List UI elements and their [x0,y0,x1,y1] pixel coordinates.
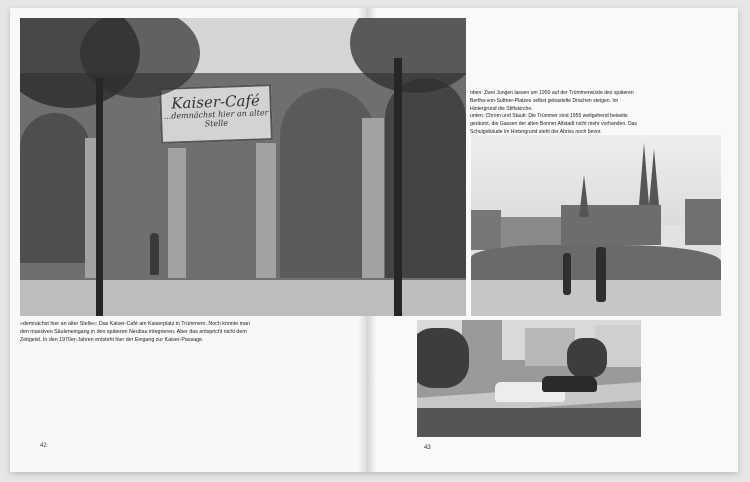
ruin-arch [280,88,375,278]
ruin-arch [20,113,90,263]
sign-subtext: ...demnächst hier an alter Stelle [163,108,269,129]
sign-text: Kaiser-Café [170,91,261,113]
caption-right-text: oben: Zwei Jungen lassen um 1950 auf der Trümmerwüste des späteren Bertha-von-Suttner-Platzes selbst gebastelte Drachen steigen. Im Hintergrund die Stiftskirche. unten: Chrom und Staub: Die Trümmer sind 1955 weitgehend beiseite geräumt, die Gassen der alten Bonner Altstadt nicht mehr vorhanden. Das Schulgebäude im Hintergrund steht der Abriss noch bevor. [470,90,638,135]
dark-car [542,376,597,392]
church-spire [579,175,589,217]
kaiser-cafe-sign [159,84,273,144]
rubble-foreground [417,408,641,437]
tree-group [417,328,469,388]
page-number-right: 43 [424,445,431,451]
church-nave [561,205,661,245]
page-number-left: 42 [40,443,47,449]
caption-right [470,90,640,137]
caption-left: »demnächst hier an alter Stelle«: Das Kaiser-Café am Kaiserplatz in Trümmern. Noch könnte man den massiven Säuleneingang in den späteren Neubau integrieren. Aber das entspricht nicht dem Zeitgeist. In den 1970er-Jahren entsteht hier der Eingang zur Kaiser-Passage. [20,321,250,343]
ruin-column [168,148,186,278]
tree-trunk [96,78,103,316]
photo-cars-altstadt [417,320,641,437]
building [685,199,721,245]
boy-figure [563,253,571,295]
tree-group [567,338,607,378]
photo-boys-kites [471,135,721,316]
building [471,210,501,250]
building [501,217,561,247]
ruin-column [256,143,276,278]
church-spire [649,149,659,205]
tree-trunk [394,58,402,316]
boy-figure [596,247,606,302]
pedestrian [150,233,159,275]
ruin-column [362,118,384,278]
church-spire [639,143,649,205]
photo-kaiser-cafe-ruins [20,18,466,316]
